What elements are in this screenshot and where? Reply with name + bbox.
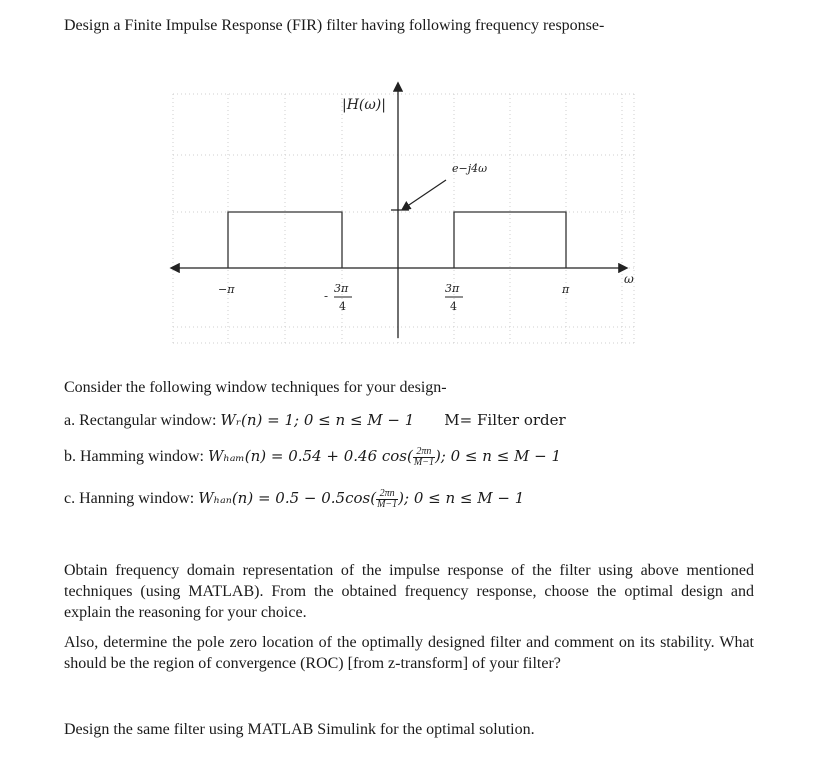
window-b-fraction: $\frac{2\pi n}{M-1}$ xyxy=(413,445,434,468)
frequency-response-figure xyxy=(0,0,825,360)
window-b-formula-end: ); 0 ≤ n ≤ M − 1 xyxy=(434,447,562,465)
tick-neg-pi: −π xyxy=(218,283,235,296)
tick-pi: π xyxy=(562,283,570,296)
tick-neg-3pi-4-minus: - xyxy=(324,289,329,303)
tick-neg-3pi-4-num: 3π xyxy=(334,282,349,295)
passband-right xyxy=(454,212,566,268)
paragraph-frequency-domain: Obtain frequency domain representation of the impulse response of the filter using above mentioned techniques (using MATLAB). From the obtained frequency response, choose the optimal design and explain the reasoning for your choice. xyxy=(64,562,754,621)
paragraph-pole-zero: Also, determine the pole zero location of the optimally designed filter and comment on its stability. What should be the region of convergence (ROC) [from z-transform] of your filter? xyxy=(64,634,754,672)
background-grid xyxy=(173,94,634,343)
passband-left xyxy=(228,212,342,268)
tick-3pi-4-num: 3π xyxy=(445,282,460,295)
window-c-fraction: $\frac{2\pi n}{M-1}$ xyxy=(377,487,398,510)
window-a xyxy=(64,410,566,431)
window-c xyxy=(64,488,524,510)
phase-label: e−j4ω xyxy=(452,162,488,175)
filter-order-note: M= Filter order xyxy=(444,411,566,429)
window-b-formula-start: Wₕₐₘ(n) = 0.54 + 0.46 cos( xyxy=(208,447,413,465)
page-heading: Design a Finite Impulse Response (FIR) filter having following frequency response- xyxy=(64,17,605,34)
window-b xyxy=(64,446,561,468)
magnitude-label: |H(ω)| xyxy=(342,97,386,113)
window-a-label: a. Rectangular window: xyxy=(64,412,221,429)
window-c-formula-start: Wₕₐₙ(n) = 0.5 − 0.5cos( xyxy=(198,489,377,507)
windows-intro: Consider the following window techniques for your design- xyxy=(64,379,447,396)
window-c-formula-end: ); 0 ≤ n ≤ M − 1 xyxy=(398,489,525,507)
window-a-formula: Wᵣ(n) = 1; 0 ≤ n ≤ M − 1 xyxy=(220,411,415,429)
window-b-label: b. Hamming window: xyxy=(64,448,208,465)
tick-neg-3pi-4-den: 4 xyxy=(339,300,346,313)
window-c-label: c. Hanning window: xyxy=(64,490,199,507)
phase-arrow xyxy=(403,180,446,209)
tick-3pi-4-den: 4 xyxy=(450,300,457,313)
omega-axis-label: ω xyxy=(624,272,634,286)
paragraph-simulink: Design the same filter using MATLAB Simulink for the optimal solution. xyxy=(64,721,535,738)
